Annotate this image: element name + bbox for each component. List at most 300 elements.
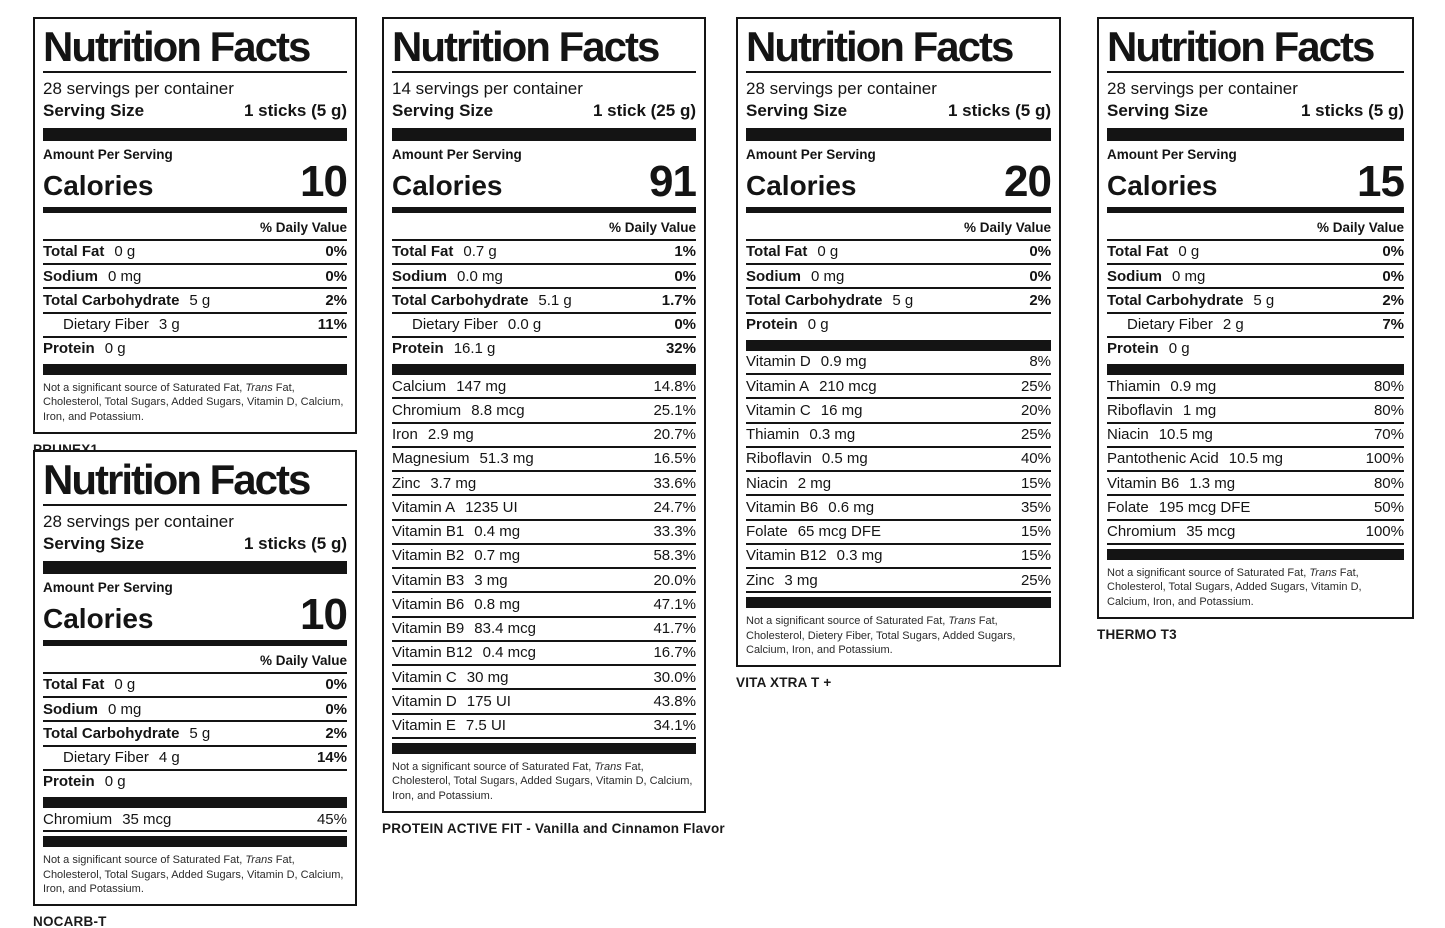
nutrient-row xyxy=(43,289,347,313)
nutrient-amount: 83.4 mcg xyxy=(474,620,536,638)
nutrient-daily-value: 45% xyxy=(316,810,347,828)
nutrient-amount: 147 mg xyxy=(456,377,507,395)
micronutrient-row xyxy=(1107,375,1404,399)
label-title: Nutrition Facts xyxy=(746,25,1051,73)
nutrition-label xyxy=(33,450,357,928)
nutrient-name: Protein xyxy=(43,340,95,358)
nutrient-left xyxy=(392,669,508,686)
nutrient-amount: 5 g xyxy=(892,291,914,309)
nutrient-left xyxy=(392,693,511,710)
micronutrient-row xyxy=(1107,448,1404,472)
nutrient-name: Folate xyxy=(1107,498,1149,516)
nutrient-amount: 3.7 mg xyxy=(430,474,477,492)
nutrient-amount: 0.6 mg xyxy=(828,498,875,516)
micronutrient-row xyxy=(746,375,1051,399)
nutrient-row xyxy=(1107,338,1404,360)
nutrient-left xyxy=(43,701,141,718)
calories-label: Calories xyxy=(1107,169,1218,201)
calories-row xyxy=(43,589,347,639)
separator-bar-micros xyxy=(1107,549,1404,560)
nutrient-amount: 0 g xyxy=(114,676,136,694)
footnote-post: Fat, Cholesterol, Dietery Fiber, Total Sugars, Added Sugars, Calcium, Iron, and Potassium. xyxy=(746,615,1016,657)
nutrient-name: Thiamin xyxy=(1107,377,1161,395)
nutrient-name: Total Carbohydrate xyxy=(1107,291,1244,309)
nutrient-daily-value: 2% xyxy=(1382,291,1404,309)
nutrient-daily-value: 25% xyxy=(1020,426,1051,444)
nutrition-label-card xyxy=(33,450,357,906)
separator-bar-nutrients xyxy=(746,340,1051,351)
calories-value: 20 xyxy=(1004,156,1051,206)
nutrient-name: Total Fat xyxy=(392,243,454,261)
micronutrient-row xyxy=(392,715,696,739)
nutrient-left xyxy=(43,749,180,766)
micros-section xyxy=(43,808,347,847)
nutrient-amount: 2.9 mg xyxy=(427,426,474,444)
nutrient-left xyxy=(746,292,913,309)
nutrient-name: Riboflavin xyxy=(746,450,812,468)
nutrient-daily-value: 80% xyxy=(1373,401,1404,419)
label-title: Nutrition Facts xyxy=(392,25,696,73)
nutrient-row xyxy=(746,265,1051,289)
nutrient-left xyxy=(392,547,520,564)
separator-bar-micros xyxy=(746,597,1051,608)
nutrient-row xyxy=(43,698,347,722)
nutrient-name: Zinc xyxy=(392,474,421,492)
nutrient-left xyxy=(392,523,520,540)
nutrient-row xyxy=(43,338,347,360)
serving-size-row xyxy=(43,99,347,127)
nutrient-amount: 0.3 mg xyxy=(836,547,883,565)
separator-bar-nutrients xyxy=(43,797,347,808)
amount-per-serving-label: Amount Per Serving xyxy=(392,146,522,162)
nutrient-name: Thiamin xyxy=(746,426,800,444)
nutrient-left xyxy=(746,450,868,467)
nutrient-daily-value: 58.3% xyxy=(653,547,696,565)
nutrient-row xyxy=(43,314,347,338)
nutrient-left xyxy=(392,572,508,589)
nutrient-daily-value: 30.0% xyxy=(653,668,696,686)
product-name: NOCARB-T xyxy=(33,914,107,928)
micro-rows xyxy=(43,808,347,832)
nutrient-name: Niacin xyxy=(1107,426,1149,444)
nutrient-daily-value: 24.7% xyxy=(653,498,696,516)
footnote-pre: Not a significant source of Saturated Fat, xyxy=(43,854,246,867)
nutrient-row xyxy=(43,265,347,289)
nutrient-daily-value: 0% xyxy=(674,316,696,334)
micronutrient-row xyxy=(1107,496,1404,520)
nutrient-amount: 5 g xyxy=(189,724,211,742)
serving-size-row xyxy=(746,99,1051,127)
nutrient-name: Vitamin B1 xyxy=(392,523,465,541)
footnote xyxy=(43,847,347,896)
nutrient-amount: 3 g xyxy=(158,316,180,334)
separator-bar-top xyxy=(1107,128,1404,141)
nutrient-amount: 10.5 mg xyxy=(1158,426,1213,444)
nutrient-left xyxy=(746,316,829,333)
nutrient-row xyxy=(1107,289,1404,313)
nutrient-left xyxy=(746,353,867,370)
nutrient-amount: 1 mg xyxy=(1182,401,1217,419)
servings-per-container: 28 servings per container xyxy=(746,79,937,99)
nutrient-rows xyxy=(43,674,347,793)
nutrient-left xyxy=(1107,268,1205,285)
nutrient-amount: 195 mcg DFE xyxy=(1158,498,1251,516)
nutrient-daily-value: 100% xyxy=(1365,450,1404,468)
nutrient-row xyxy=(43,722,347,746)
nutrient-left xyxy=(746,499,874,516)
serving-size-label: Serving Size xyxy=(43,534,145,554)
nutrient-row xyxy=(43,674,347,698)
nutrient-left xyxy=(1107,243,1199,260)
nutrient-amount: 30 mg xyxy=(466,668,509,686)
nutrient-daily-value: 1.7% xyxy=(661,291,696,309)
nutrition-label xyxy=(382,17,725,836)
nutrient-daily-value: 25% xyxy=(1020,571,1051,589)
nutrient-daily-value: 25% xyxy=(1020,377,1051,395)
nutrient-amount: 65 mcg DFE xyxy=(797,523,882,541)
separator-bar-nutrients xyxy=(392,364,696,375)
nutrient-daily-value: 33.6% xyxy=(653,474,696,492)
footnote xyxy=(746,608,1051,657)
daily-value-header: % Daily Value xyxy=(746,213,1051,241)
nutrient-name: Vitamin B3 xyxy=(392,571,465,589)
micronutrient-row xyxy=(746,545,1051,569)
nutrient-daily-value: 8% xyxy=(1029,353,1051,371)
footnote-post: Fat, Cholesterol, Total Sugars, Added Sugars, Vitamin D, Calcium, Iron, and Potassium. xyxy=(392,760,693,802)
product-name: VITA XTRA T + xyxy=(736,675,832,691)
nutrient-left xyxy=(746,402,862,419)
calories-row xyxy=(1107,156,1404,206)
serving-size-row xyxy=(1107,99,1404,127)
nutrient-left xyxy=(1107,523,1235,540)
nutrient-daily-value: 80% xyxy=(1373,377,1404,395)
micronutrient-row xyxy=(746,569,1051,593)
footnote-post: Fat, Cholesterol, Total Sugars, Added Sugars, Vitamin D, Calcium, Iron, and Potassium. xyxy=(43,382,344,423)
micronutrient-row xyxy=(392,569,696,593)
nutrient-amount: 0 mg xyxy=(108,267,142,285)
micronutrient-row xyxy=(746,521,1051,545)
nutrient-row xyxy=(392,314,696,338)
separator-bar-top xyxy=(746,128,1051,141)
nutrient-amount: 5 g xyxy=(1253,291,1275,309)
nutrient-daily-value: 11% xyxy=(317,316,347,334)
nutrient-name: Sodium xyxy=(43,700,98,718)
micronutrient-row xyxy=(392,690,696,714)
nutrient-name: Vitamin C xyxy=(746,401,811,419)
nutrient-name: Total Fat xyxy=(1107,243,1169,261)
nutrient-daily-value: 32% xyxy=(665,340,696,358)
nutrient-row xyxy=(746,314,1051,336)
nutrient-amount: 0.4 mcg xyxy=(482,644,536,662)
nutrition-label-card xyxy=(382,17,706,813)
micronutrient-row xyxy=(392,545,696,569)
micronutrient-row xyxy=(43,808,347,832)
nutrient-daily-value: 0% xyxy=(1382,267,1404,285)
nutrient-amount: 35 mcg xyxy=(1186,523,1236,541)
nutrient-name: Total Carbohydrate xyxy=(746,291,883,309)
nutrient-left xyxy=(392,450,534,467)
nutrient-daily-value: 0% xyxy=(1029,267,1051,285)
nutrient-left xyxy=(392,644,536,661)
nutrient-amount: 0 g xyxy=(104,340,126,358)
nutrient-amount: 0.0 g xyxy=(507,316,542,334)
nutrient-amount: 0 g xyxy=(1178,243,1200,261)
nutrient-daily-value: 0% xyxy=(325,267,347,285)
serving-size-value: 1 stick (25 g) xyxy=(593,101,696,121)
nutrient-left xyxy=(1107,378,1216,395)
nutrient-amount: 10.5 mg xyxy=(1228,450,1283,468)
nutrient-left xyxy=(1107,402,1216,419)
nutrient-left xyxy=(392,292,572,309)
footnote xyxy=(1107,560,1404,609)
nutrient-row xyxy=(392,338,696,360)
nutrient-name: Total Fat xyxy=(746,243,808,261)
nutrient-left xyxy=(43,243,135,260)
nutrient-rows xyxy=(1107,241,1404,360)
nutrient-daily-value: 7% xyxy=(1382,316,1404,334)
footnote-pre: Not a significant source of Saturated Fat, xyxy=(746,615,949,628)
nutrient-left xyxy=(43,676,135,693)
micronutrient-row xyxy=(392,642,696,666)
nutrient-amount: 0 g xyxy=(114,243,136,261)
nutrient-row xyxy=(746,289,1051,313)
footnote-pre: Not a significant source of Saturated Fat, xyxy=(392,760,595,773)
nutrient-left xyxy=(1107,450,1283,467)
nutrient-name: Vitamin D xyxy=(746,353,811,371)
nutrient-amount: 51.3 mg xyxy=(479,450,534,468)
micros-section xyxy=(1107,375,1404,560)
footnote-pre: Not a significant source of Saturated Fat, xyxy=(1107,566,1310,579)
nutrient-name: Vitamin D xyxy=(392,692,457,710)
calories-value: 91 xyxy=(649,156,696,206)
nutrient-name: Vitamin B6 xyxy=(392,595,465,613)
nutrient-name: Vitamin E xyxy=(392,717,456,735)
nutrient-name: Total Carbohydrate xyxy=(43,724,180,742)
serving-size-label: Serving Size xyxy=(43,101,145,121)
micronutrient-row xyxy=(746,448,1051,472)
serving-size-row xyxy=(392,99,696,127)
nutrient-row xyxy=(392,289,696,313)
calories-label: Calories xyxy=(392,169,503,201)
nutrient-name: Niacin xyxy=(746,474,788,492)
serving-size-label: Serving Size xyxy=(1107,101,1209,121)
nutrient-name: Sodium xyxy=(1107,267,1162,285)
label-title: Nutrition Facts xyxy=(43,25,347,73)
nutrient-daily-value: 0% xyxy=(325,243,347,261)
nutrient-left xyxy=(746,426,855,443)
nutrient-amount: 0.0 mg xyxy=(457,267,503,285)
nutrient-left xyxy=(746,243,838,260)
nutrient-name: Dietary Fiber xyxy=(63,749,149,767)
separator-bar-top xyxy=(392,128,696,141)
nutrient-daily-value: 14.8% xyxy=(653,377,696,395)
nutrient-row xyxy=(43,771,347,793)
nutrient-name: Protein xyxy=(746,316,798,334)
nutrient-left xyxy=(746,572,818,589)
micronutrient-row xyxy=(392,448,696,472)
nutrient-daily-value: 41.7% xyxy=(653,620,696,638)
amount-per-serving-label: Amount Per Serving xyxy=(43,579,173,595)
nutrient-amount: 3 mg xyxy=(474,571,508,589)
nutrient-amount: 16 mg xyxy=(820,401,863,419)
nutrient-daily-value: 0% xyxy=(674,267,696,285)
nutrient-name: Zinc xyxy=(746,571,775,589)
micronutrient-row xyxy=(392,521,696,545)
calories-label: Calories xyxy=(746,169,857,201)
nutrition-label-card xyxy=(1097,17,1414,619)
nutrient-name: Vitamin B6 xyxy=(1107,474,1180,492)
nutrient-name: Total Carbohydrate xyxy=(43,291,180,309)
nutrient-amount: 8.8 mcg xyxy=(471,401,525,419)
nutrient-amount: 4 g xyxy=(158,749,180,767)
nutrient-amount: 16.1 g xyxy=(453,340,496,358)
nutrition-label-card xyxy=(33,17,357,434)
nutrient-left xyxy=(392,402,525,419)
footnote xyxy=(392,754,696,803)
nutrient-amount: 0 g xyxy=(1168,340,1190,358)
nutrient-left xyxy=(392,499,518,516)
nutrient-daily-value: 15% xyxy=(1020,547,1051,565)
nutrient-left xyxy=(746,268,844,285)
footnote-post: Fat, Cholesterol, Total Sugars, Added Sugars, Vitamin D, Calcium, Iron, and Potassium. xyxy=(1107,566,1362,608)
nutrient-left xyxy=(1107,499,1250,516)
nutrient-amount: 3 mg xyxy=(784,571,818,589)
micronutrient-row xyxy=(392,593,696,617)
footnote-pre: Not a significant source of Saturated Fat, xyxy=(43,382,246,395)
calories-label: Calories xyxy=(43,602,154,634)
nutrient-amount: 0.7 mg xyxy=(474,547,521,565)
nutrient-amount: 5 g xyxy=(189,291,211,309)
nutrient-left xyxy=(43,340,126,357)
nutrient-daily-value: 0% xyxy=(325,676,347,694)
nutrient-left xyxy=(392,268,503,285)
nutrient-name: Chromium xyxy=(43,810,113,828)
nutrient-amount: 210 mcg xyxy=(819,377,877,395)
nutrient-amount: 35 mcg xyxy=(122,810,172,828)
nutrient-name: Dietary Fiber xyxy=(412,316,498,334)
nutrient-daily-value: 2% xyxy=(325,724,347,742)
servings-per-container: 14 servings per container xyxy=(392,79,583,99)
nutrient-left xyxy=(43,268,141,285)
nutrient-left xyxy=(746,378,877,395)
nutrient-name: Vitamin B6 xyxy=(746,498,819,516)
micronutrient-row xyxy=(392,424,696,448)
daily-value-header: % Daily Value xyxy=(392,213,696,241)
nutrient-amount: 7.5 UI xyxy=(465,717,506,735)
nutrient-name: Iron xyxy=(392,426,418,444)
nutrient-left xyxy=(43,725,210,742)
nutrient-row xyxy=(43,747,347,771)
nutrient-amount: 1235 UI xyxy=(465,498,518,516)
label-title: Nutrition Facts xyxy=(1107,25,1404,73)
micronutrient-row xyxy=(1107,399,1404,423)
footnote-italic: Trans xyxy=(594,760,622,773)
nutrient-amount: 175 UI xyxy=(466,692,511,710)
nutrient-left xyxy=(392,243,497,260)
nutrient-daily-value: 43.8% xyxy=(653,692,696,710)
footnote-italic: Trans xyxy=(1309,566,1337,579)
nutrient-daily-value: 0% xyxy=(1029,243,1051,261)
micronutrient-row xyxy=(392,496,696,520)
nutrition-label xyxy=(736,17,1061,690)
nutrient-name: Vitamin B12 xyxy=(746,547,827,565)
separator-bar-nutrients xyxy=(43,364,347,375)
nutrient-amount: 2 g xyxy=(1222,316,1244,334)
separator-bar-top xyxy=(43,561,347,574)
nutrient-daily-value: 0% xyxy=(1382,243,1404,261)
serving-size-value: 1 sticks (5 g) xyxy=(948,101,1051,121)
nutrient-amount: 0 mg xyxy=(1172,267,1206,285)
separator-bar-micros xyxy=(43,836,347,847)
nutrient-daily-value: 80% xyxy=(1373,474,1404,492)
nutrient-left xyxy=(392,316,541,333)
nutrient-daily-value: 16.5% xyxy=(653,450,696,468)
serving-size-value: 1 sticks (5 g) xyxy=(244,534,347,554)
nutrient-daily-value: 20.7% xyxy=(653,426,696,444)
nutrient-daily-value: 20.0% xyxy=(653,571,696,589)
serving-size-value: 1 sticks (5 g) xyxy=(244,101,347,121)
servings-per-container: 28 servings per container xyxy=(1107,79,1298,99)
product-name: THERMO T3 xyxy=(1097,626,1177,642)
nutrient-left xyxy=(746,523,881,540)
nutrient-daily-value: 1% xyxy=(674,243,696,261)
footnote-italic: Trans xyxy=(245,382,273,395)
nutrient-name: Protein xyxy=(392,340,444,358)
serving-size-label: Serving Size xyxy=(746,101,848,121)
micronutrient-row xyxy=(1107,424,1404,448)
nutrition-label-card xyxy=(736,17,1061,667)
nutrient-daily-value: 20% xyxy=(1020,401,1051,419)
nutrient-daily-value: 15% xyxy=(1020,523,1051,541)
micronutrient-row xyxy=(746,472,1051,496)
servings-per-container: 28 servings per container xyxy=(43,512,234,532)
nutrient-daily-value: 15% xyxy=(1020,474,1051,492)
nutrient-name: Protein xyxy=(1107,340,1159,358)
nutrient-amount: 0 mg xyxy=(108,700,142,718)
nutrient-name: Vitamin B2 xyxy=(392,547,465,565)
nutrient-daily-value: 16.7% xyxy=(653,644,696,662)
servings-per-container: 28 servings per container xyxy=(43,79,234,99)
nutrient-left xyxy=(746,547,882,564)
footnote xyxy=(43,375,347,424)
nutrient-daily-value: 2% xyxy=(1029,291,1051,309)
amount-per-serving-label: Amount Per Serving xyxy=(43,146,173,162)
nutrient-name: Folate xyxy=(746,523,788,541)
nutrient-left xyxy=(43,292,210,309)
nutrient-row xyxy=(392,241,696,265)
nutrient-left xyxy=(1107,340,1190,357)
nutrient-name: Vitamin C xyxy=(392,668,457,686)
nutrient-daily-value: 40% xyxy=(1020,450,1051,468)
nutrient-row xyxy=(746,241,1051,265)
nutrient-name: Chromium xyxy=(392,401,462,419)
micronutrient-row xyxy=(746,399,1051,423)
nutrient-name: Sodium xyxy=(746,267,801,285)
nutrient-rows xyxy=(43,241,347,360)
daily-value-header: % Daily Value xyxy=(43,213,347,241)
nutrient-left xyxy=(392,620,536,637)
nutrient-daily-value: 35% xyxy=(1020,498,1051,516)
micro-rows xyxy=(1107,375,1404,545)
daily-value-header: % Daily Value xyxy=(1107,213,1404,241)
nutrient-row xyxy=(1107,241,1404,265)
nutrient-name: Pantothenic Acid xyxy=(1107,450,1219,468)
nutrient-name: Total Fat xyxy=(43,243,105,261)
nutrient-daily-value: 14% xyxy=(316,749,347,767)
nutrient-amount: 0.8 mg xyxy=(474,595,521,613)
nutrient-name: Chromium xyxy=(1107,523,1177,541)
serving-size-row xyxy=(43,532,347,560)
